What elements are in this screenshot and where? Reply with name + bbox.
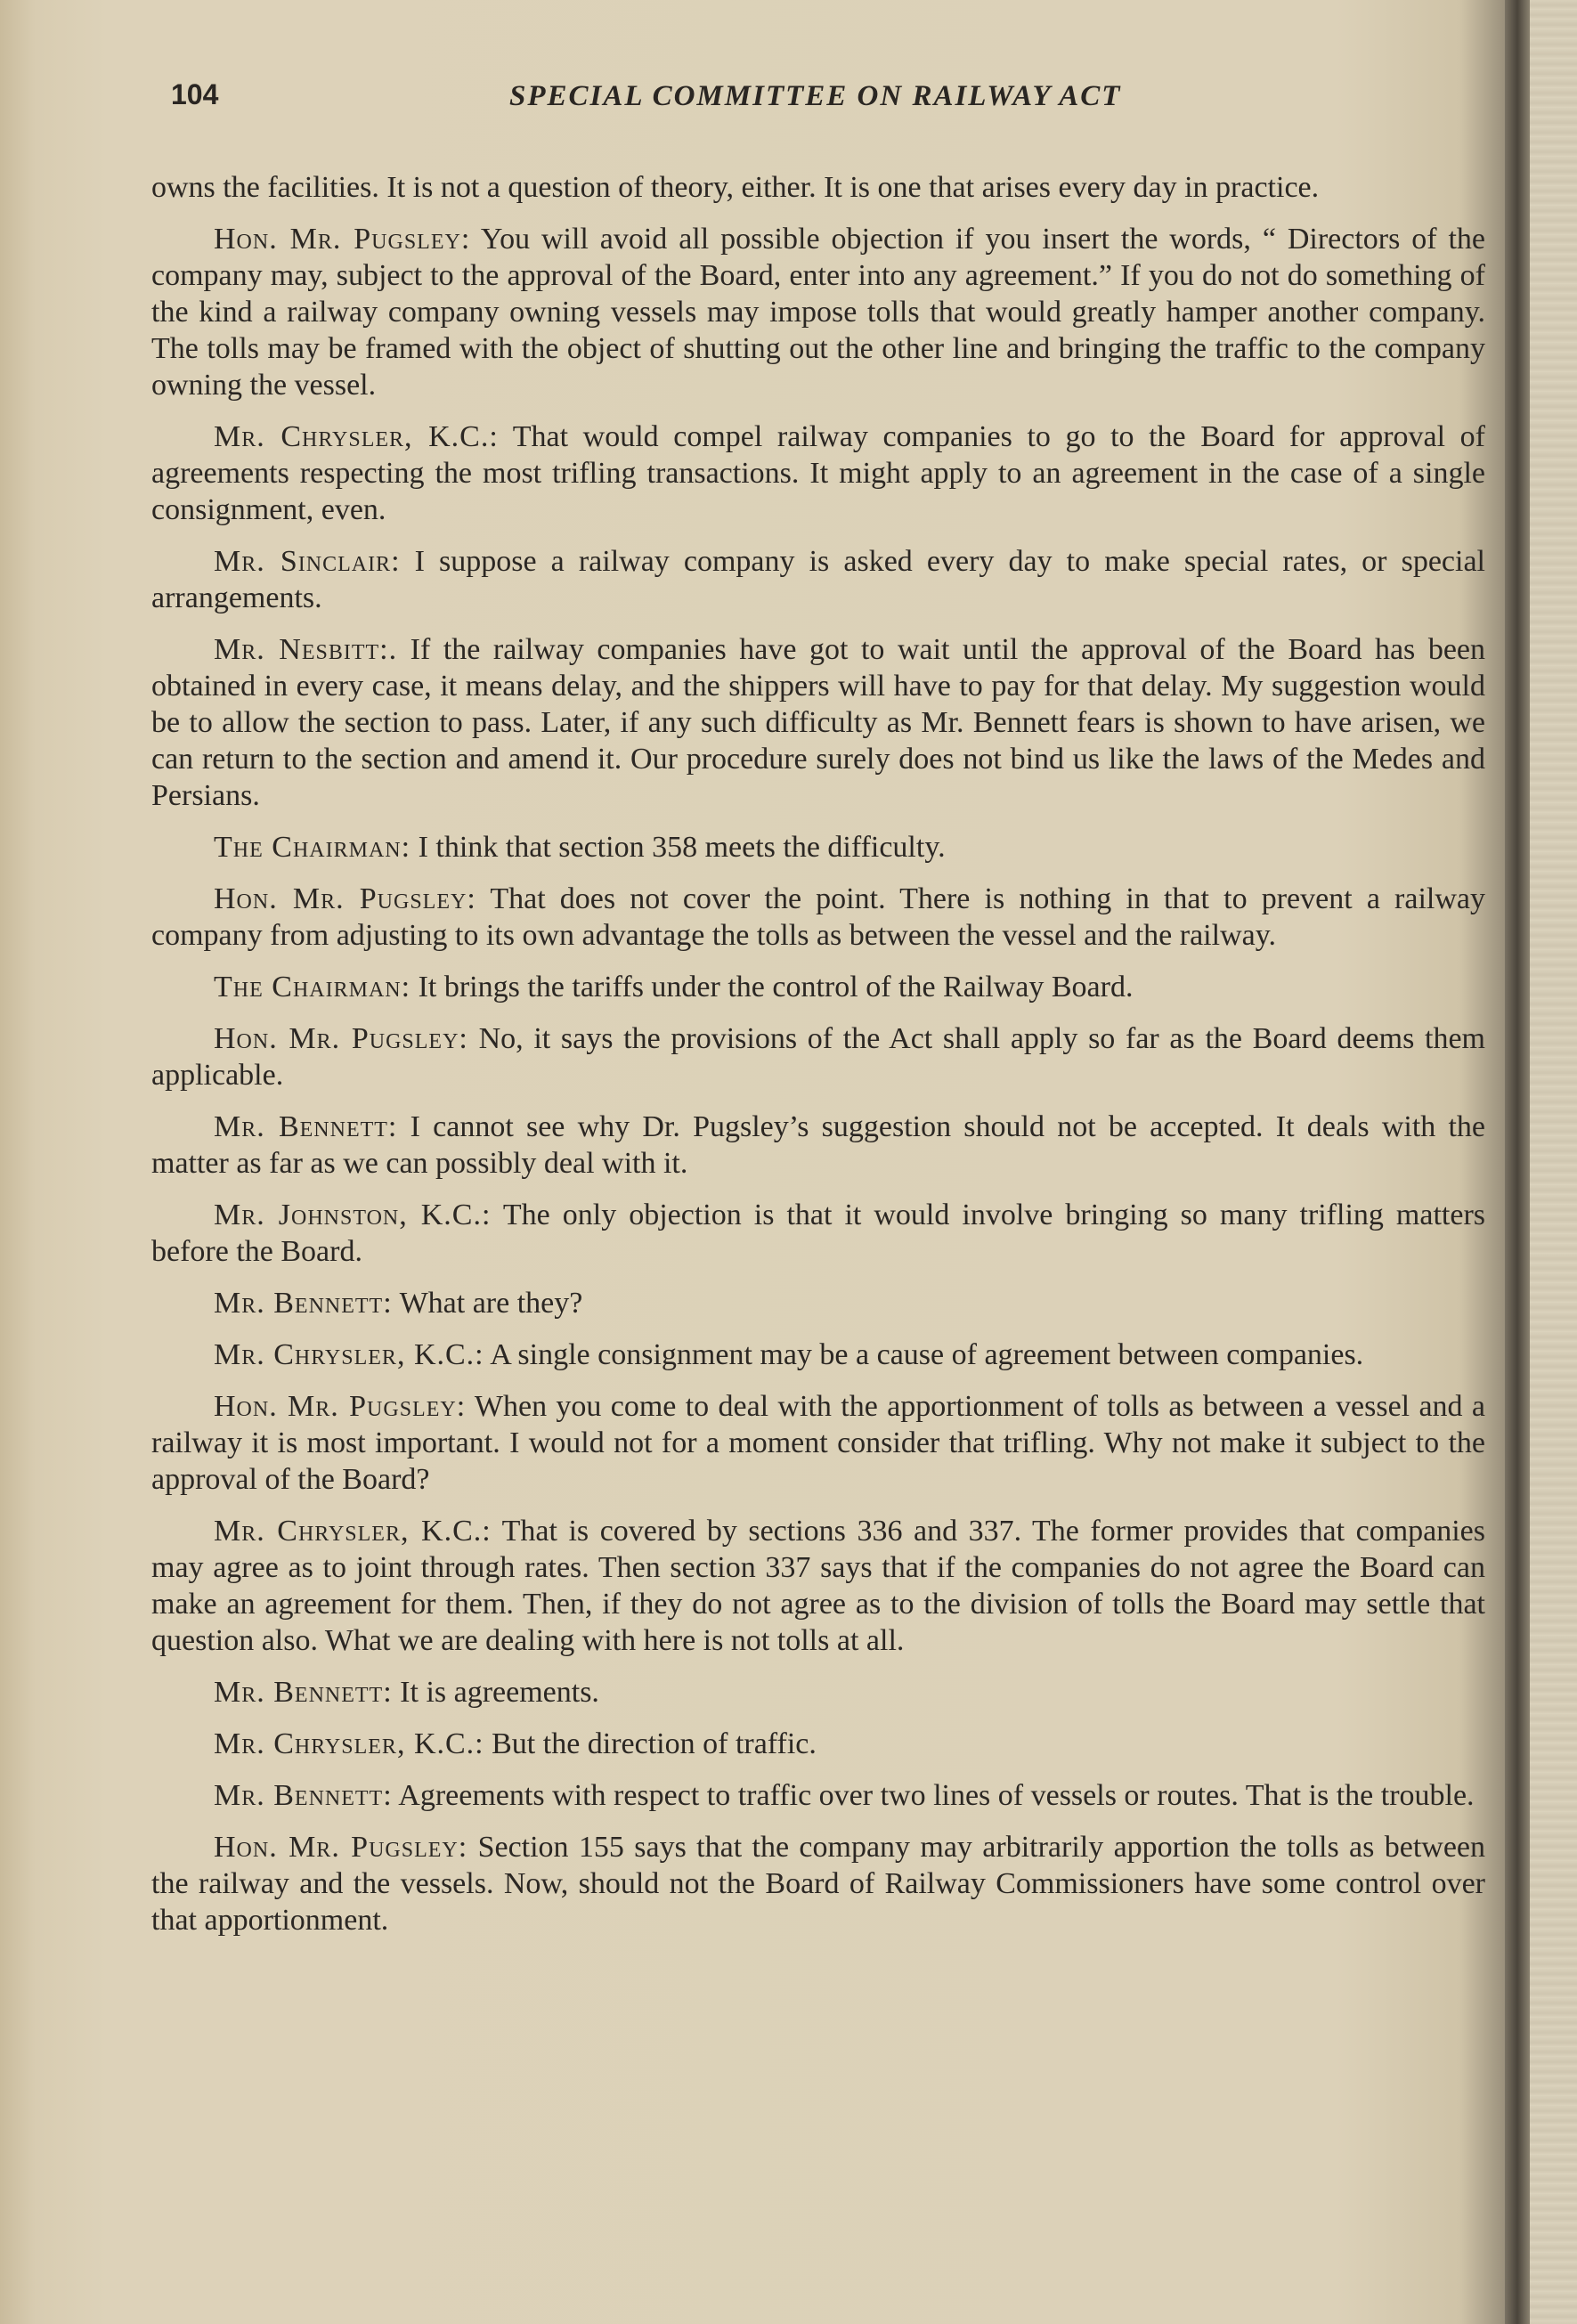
paragraph-text: I cannot see why Dr. Pugsley’s suggestion should not be accepted. It deals with the matter as far as we can possibly deal with it. xyxy=(151,1110,1486,1180)
paragraph-text: That is covered by sections 336 and 337. The former provides that companies may agree as to joint through rates. Then section 337 says that if the companies do not agree the Board can make an agreement for them. Then, if they do not agree as to the division of tolls the Board may settle that question also. What we are dealing with here is not tolls at all. xyxy=(151,1515,1486,1657)
paragraph xyxy=(151,418,1485,528)
speaker-name: Mr. Chrysler, K.C.: xyxy=(214,1515,492,1548)
paragraph-text: But the direction of traffic. xyxy=(492,1727,817,1760)
speaker-name: Mr. Chrysler, K.C.: xyxy=(214,1338,484,1371)
paragraph xyxy=(151,1513,1485,1659)
speaker-name: Hon. Mr. Pugsley: xyxy=(214,1390,467,1423)
paragraph xyxy=(151,169,1485,206)
paragraph-text: Section 155 says that the company may arbitrarily apportion the tolls as between the railway and the vessels. Now, should not the Board of Railway Commissioners have some control over that apportionment. xyxy=(151,1831,1486,1937)
speaker-name: Mr. Bennett: xyxy=(214,1779,393,1812)
paragraph xyxy=(151,881,1485,954)
speaker-name: Mr. Chrysler, K.C.: xyxy=(214,420,499,453)
paragraph-text: I think that section 358 meets the difficulty. xyxy=(418,831,946,864)
speaker-name: Mr. Chrysler, K.C.: xyxy=(214,1727,484,1760)
paragraph-text: Agreements with respect to traffic over two lines of vessels or routes. That is the trouble. xyxy=(398,1779,1475,1812)
transcript-body xyxy=(151,169,1485,1954)
speaker-name: Hon. Mr. Pugsley: xyxy=(214,1022,468,1055)
paragraph-text: That does not cover the point. There is nothing in that to prevent a railway company from adjusting to its own advantage the tolls as between the vessel and the railway. xyxy=(151,882,1486,952)
page-edge xyxy=(1530,0,1577,2324)
paragraph xyxy=(151,221,1485,403)
page-number: 104 xyxy=(171,78,219,110)
paragraph-text: If the railway companies have got to wait until the approval of the Board has been obtained in every case, it means delay, and the shippers will have to pay for that delay. My suggestion would be to allow the section to pass. Later, if any such difficulty as Mr. Bennett fears is shown to have arisen, we can return to the section and amend it. Our procedure surely does not bind us like the laws of the Medes and Persians. xyxy=(151,633,1486,812)
paragraph xyxy=(151,1726,1485,1762)
paragraph-text: That would compel railway companies to go to the Board for approval of agreements respecting the most trifling transactions. It might apply to an agreement in the case of a single consignment, even. xyxy=(151,420,1485,526)
paragraph-text: A single consignment may be a cause of agreement between companies. xyxy=(490,1338,1364,1371)
speaker-name: The Chairman: xyxy=(214,831,411,864)
paragraph xyxy=(151,1829,1485,1938)
speaker-name: Mr. Bennett: xyxy=(214,1287,393,1320)
speaker-name: Mr. Bennett: xyxy=(214,1676,393,1709)
paragraph xyxy=(151,1674,1485,1710)
speaker-name: Hon. Mr. Pugsley: xyxy=(214,1831,468,1864)
paragraph xyxy=(151,1020,1485,1093)
paragraph xyxy=(151,969,1485,1005)
page-header xyxy=(171,78,1471,123)
paragraph-text: It brings the tariffs under the control of the Railway Board. xyxy=(418,971,1134,1004)
running-title: SPECIAL COMMITTEE ON RAILWAY ACT xyxy=(509,80,1122,112)
paragraph-text: It is agreements. xyxy=(400,1676,599,1709)
speaker-name: Mr. Johnston, K.C.: xyxy=(214,1199,492,1231)
paragraph xyxy=(151,543,1485,616)
paragraph xyxy=(151,1388,1485,1498)
speaker-name: Hon. Mr. Pugsley: xyxy=(214,882,476,915)
paragraph-text: You will avoid all possible objection if you insert the words, “ Directors of the company may, subject to the approval of the Board, enter into any agreement.” If you do not do something of the kind a railway company owning vessels may impose tolls that would greatly hamper another company. The tolls may be framed with the object of shutting out the other line and bringing the traffic to the company owning the vessel. xyxy=(151,223,1485,402)
paragraph xyxy=(151,1285,1485,1321)
paragraph xyxy=(151,829,1485,865)
paragraph xyxy=(151,631,1485,814)
paragraph xyxy=(151,1777,1485,1814)
paragraph xyxy=(151,1197,1485,1270)
paragraph-text: No, it says the provisions of the Act shall apply so far as the Board deems them applicable. xyxy=(151,1022,1485,1092)
paragraph xyxy=(151,1109,1485,1182)
speaker-name: Mr. Sinclair: xyxy=(214,545,401,578)
speaker-name: Mr. Bennett: xyxy=(214,1110,398,1143)
speaker-name: The Chairman: xyxy=(214,971,411,1004)
paragraph-text: I suppose a railway company is asked every day to make special rates, or special arrangements. xyxy=(151,545,1485,614)
speaker-name: Hon. Mr. Pugsley: xyxy=(214,223,471,256)
paragraph-text: owns the facilities. It is not a question of theory, either. It is one that arises every day in practice. xyxy=(151,171,1320,204)
book-spine-shadow xyxy=(1505,0,1530,2324)
speaker-name: Mr. Nesbitt:. xyxy=(214,633,398,666)
paragraph xyxy=(151,1337,1485,1373)
paragraph-text: The only objection is that it would involve bringing so many trifling matters before the Board. xyxy=(151,1199,1485,1268)
paragraph-text: What are they? xyxy=(399,1287,583,1320)
paragraph-text: When you come to deal with the apportionment of tolls as between a vessel and a railway it is most important. I would not for a moment consider that trifling. Why not make it subject to the approval of the Board? xyxy=(151,1390,1485,1496)
